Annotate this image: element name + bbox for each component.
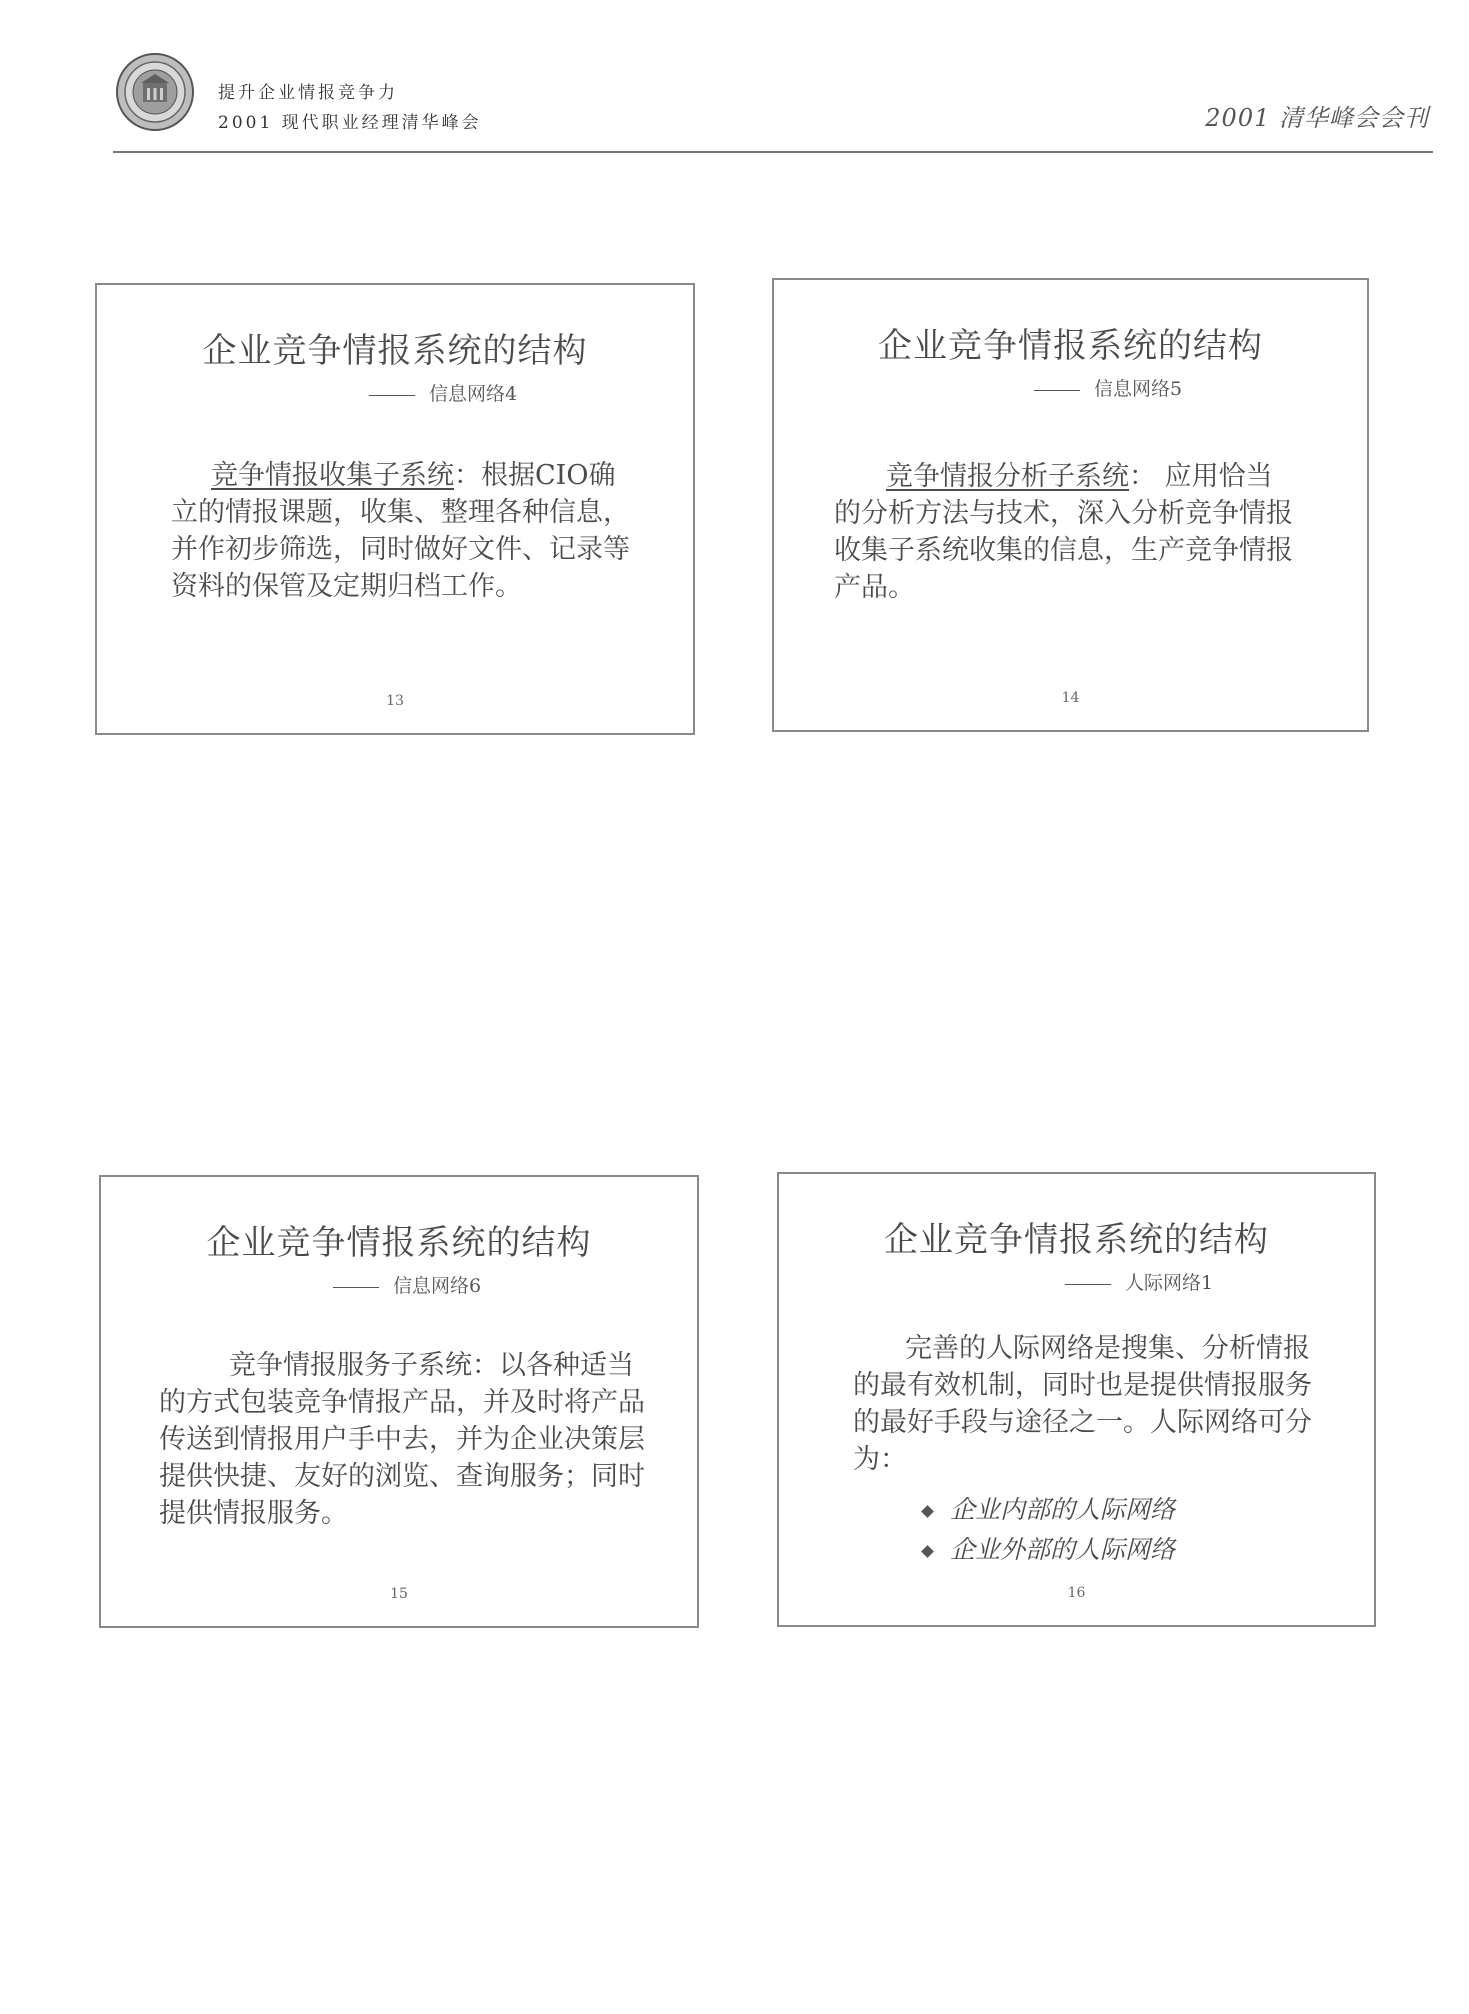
slide-body: 竞争情报分析子系统： 应用恰当的分析方法与技术，深入分析竞争情报收集子系统收集的信息，生产竞争情报产品。 (834, 461, 1293, 603)
slide-title: 企业竞争情报系统的结构 (878, 326, 1263, 366)
header-title-block (218, 78, 482, 138)
slide-body: 竞争情报服务子系统：以各种适当的方式包装竞争情报产品，并及时将产品传送到情报用户手中去，并为企业决策层提供快捷、友好的浏览、查询服务；同时提供情报服务。 (159, 1350, 645, 1529)
slide-16 (777, 1172, 1376, 1627)
network-type-list (853, 1490, 1323, 1570)
list-item: 企业外部的人际网络 (923, 1530, 1323, 1570)
slide-subtitle: 信息网络5 (1034, 374, 1182, 401)
header-divider (113, 151, 1433, 153)
dash-line (333, 1287, 379, 1288)
slide-body (853, 1330, 1323, 1570)
slide-body: 竞争情报收集子系统：根据CIO确立的情报课题，收集、整理各种信息，并作初步筛选，同时做好文件、记录等资料的保管及定期归档工作。 (171, 460, 630, 602)
slide-subtitle: 信息网络6 (333, 1271, 481, 1298)
body-paragraph: 完善的人际网络是搜集、分析情报的最有效机制，同时也是提供情报服务的最好手段与途径之一。人际网络可分为： (853, 1333, 1312, 1475)
university-seal-logo (115, 52, 195, 132)
dash-line (1065, 1284, 1111, 1285)
slide-title: 企业竞争情报系统的结构 (202, 331, 588, 371)
page-header (0, 0, 1469, 160)
slide-number: 13 (386, 693, 404, 709)
header-line-2: 2001 现代职业经理清华峰会 (218, 113, 482, 133)
slide-14 (772, 278, 1369, 732)
subsystem-name: 竞争情报收集子系统 (211, 460, 454, 491)
header-line-1: 提升企业情报竞争力 (218, 83, 398, 103)
slide-subtitle: 人际网络1 (1065, 1268, 1213, 1295)
list-item: 企业内部的人际网络 (923, 1490, 1323, 1530)
slide-number: 14 (1061, 690, 1080, 706)
slide-subtitle: 信息网络4 (369, 379, 517, 406)
slide-title: 企业竞争情报系统的结构 (884, 1220, 1269, 1260)
dash-line (1034, 390, 1080, 391)
slide-13 (95, 283, 695, 735)
diamond-bullet-icon (921, 1545, 934, 1558)
journal-name: 2001 清华峰会会刊 (1205, 104, 1429, 132)
subsystem-name: 竞争情报分析子系统 (886, 461, 1129, 492)
slide-15 (99, 1175, 699, 1628)
slide-number: 15 (390, 1586, 408, 1602)
dash-line (369, 395, 415, 396)
diamond-bullet-icon (921, 1505, 934, 1518)
slide-title: 企业竞争情报系统的结构 (206, 1223, 592, 1263)
slide-number: 16 (1067, 1585, 1086, 1601)
